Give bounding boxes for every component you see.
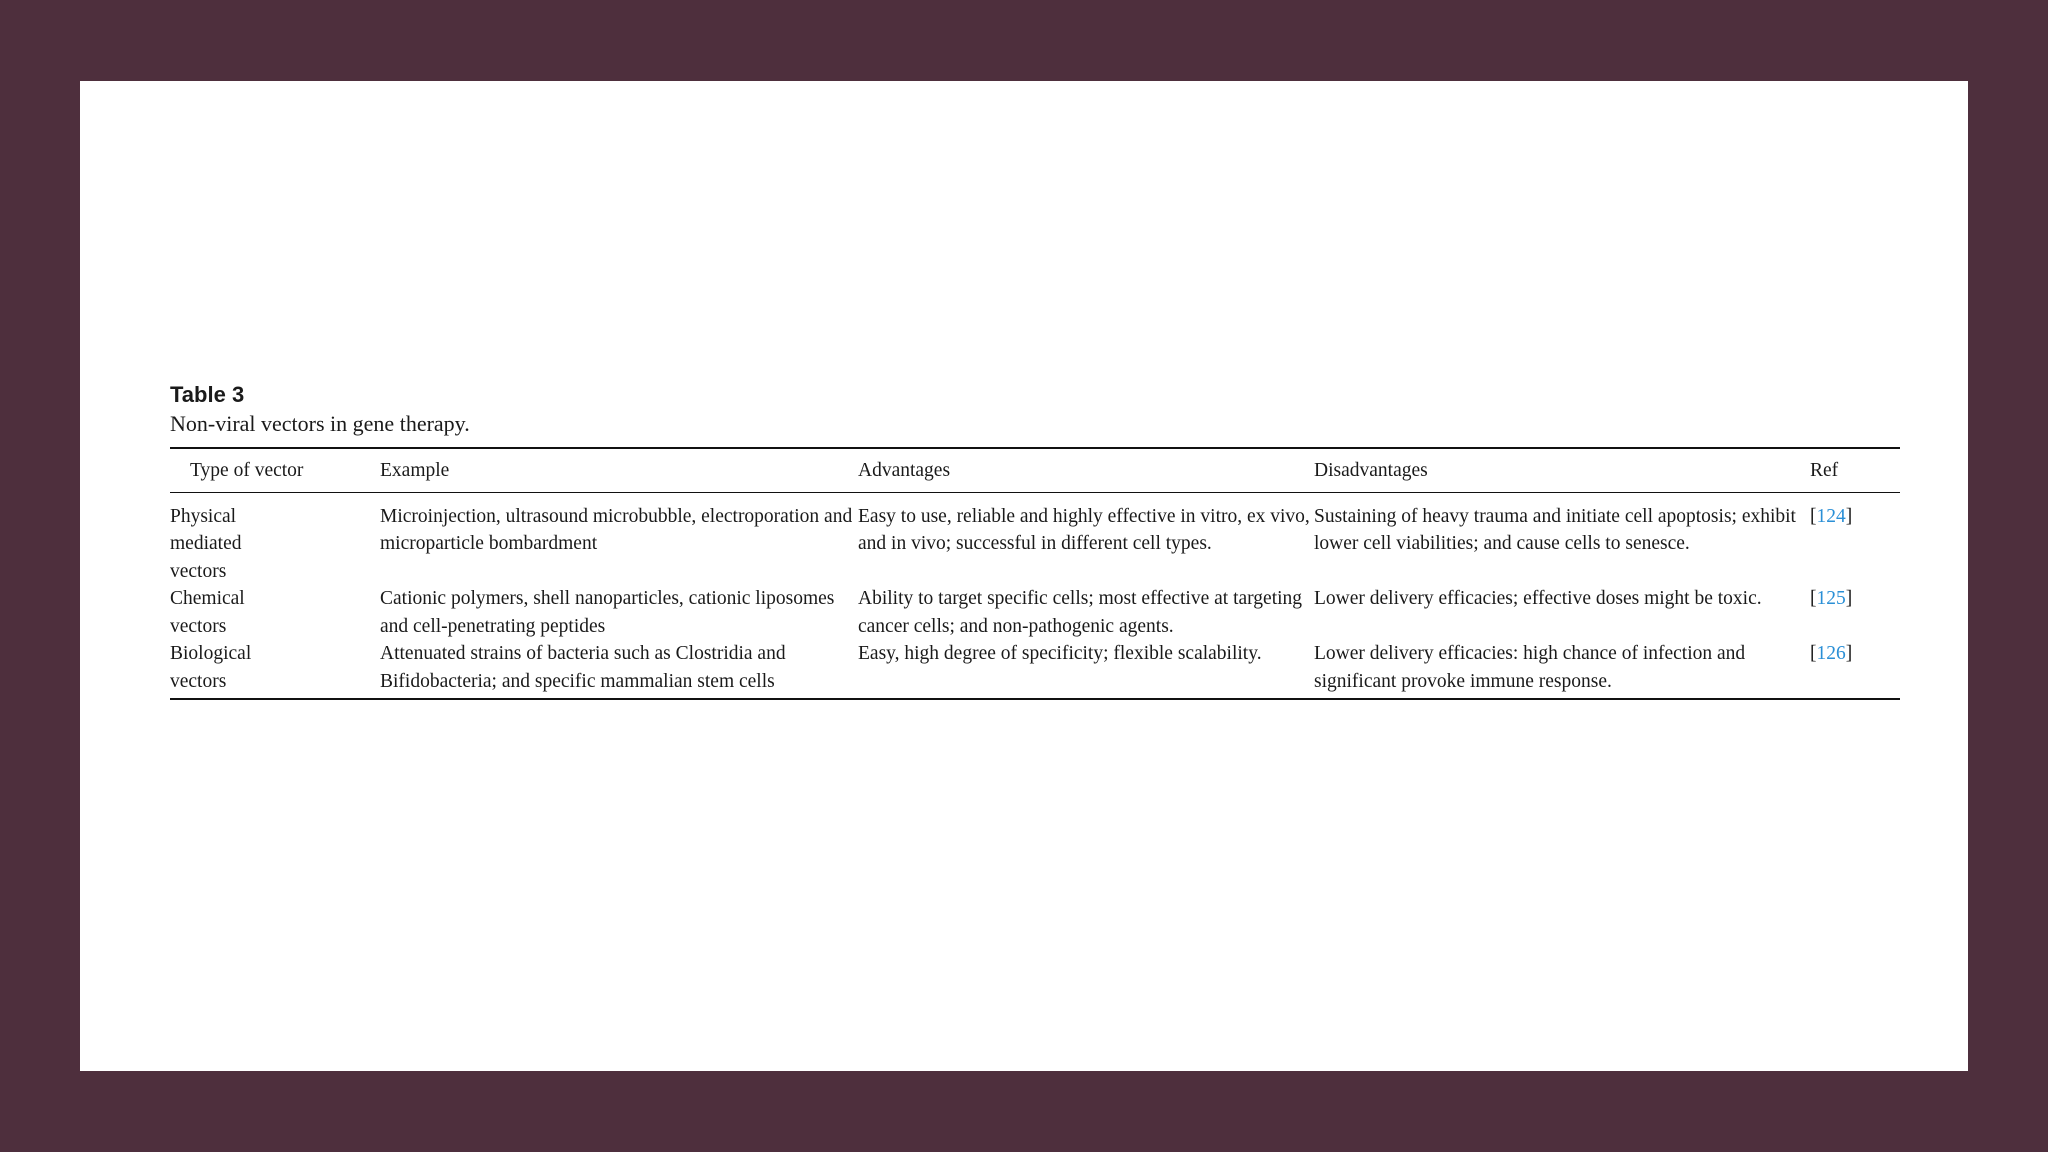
- header-type: Type of vector: [190, 460, 304, 481]
- header-disadvantages: Disadvantages: [1314, 460, 1428, 481]
- table-caption: Non-viral vectors in gene therapy.: [170, 411, 470, 436]
- cell-type: [170, 585, 380, 640]
- table-row: [170, 585, 1900, 640]
- type-line: vectors: [170, 670, 227, 692]
- cell-disadvantages: Sustaining of heavy trauma and initiate cell apoptosis; exhibit lower cell viabilities; and cause cells to senesce.: [1314, 505, 1796, 554]
- ref-link[interactable]: 126: [1816, 643, 1846, 664]
- header-example: Example: [380, 460, 450, 481]
- vectors-table: [170, 447, 1900, 700]
- cell-example: Microinjection, ultrasound microbubble, electroporation and microparticle bombardment: [380, 505, 853, 554]
- cell-ref: [124]: [1810, 505, 1853, 527]
- cell-disadvantages: Lower delivery efficacies; effective doses might be toxic.: [1314, 588, 1762, 609]
- cell-example: Cationic polymers, shell nanoparticles, cationic liposomes and cell-penetrating peptides: [380, 588, 835, 637]
- header-advantages: Advantages: [858, 460, 951, 481]
- table-header: [170, 448, 1900, 492]
- table-body: [170, 492, 1900, 699]
- type-line: Physical: [170, 505, 237, 527]
- header-ref: Ref: [1810, 460, 1839, 481]
- cell-ref: [125]: [1810, 588, 1853, 609]
- type-line: Biological: [170, 643, 252, 664]
- table-block: [170, 381, 1880, 700]
- cell-example: Attenuated strains of bacteria such as Clostridia and Bifidobacteria; and specific mammalian stem cells: [380, 643, 786, 692]
- table-row: [170, 640, 1900, 699]
- cell-type: [170, 492, 380, 585]
- cell-advantages: Ability to target specific cells; most effective at targeting cancer cells; and non-pathogenic agents.: [858, 588, 1303, 637]
- table-label: Table 3: [170, 382, 245, 407]
- cell-ref: [126]: [1810, 643, 1853, 664]
- type-line: Chemical: [170, 588, 245, 609]
- ref-link[interactable]: 125: [1816, 588, 1846, 609]
- ref-link[interactable]: 124: [1816, 505, 1846, 527]
- cell-advantages: Easy to use, reliable and highly effective in vitro, ex vivo, and in vivo; successful in different cell types.: [858, 505, 1310, 554]
- cell-type: [170, 640, 380, 699]
- document-page: [80, 81, 1968, 1071]
- cell-advantages: Easy, high degree of specificity; flexible scalability.: [858, 643, 1262, 664]
- cell-disadvantages: Lower delivery efficacies: high chance of infection and significant provoke immune response.: [1314, 643, 1746, 692]
- header-row: [170, 448, 1900, 492]
- table-row: [170, 492, 1900, 585]
- type-line: mediated: [170, 533, 242, 554]
- type-line: vectors: [170, 615, 227, 637]
- type-line: vectors: [170, 560, 227, 582]
